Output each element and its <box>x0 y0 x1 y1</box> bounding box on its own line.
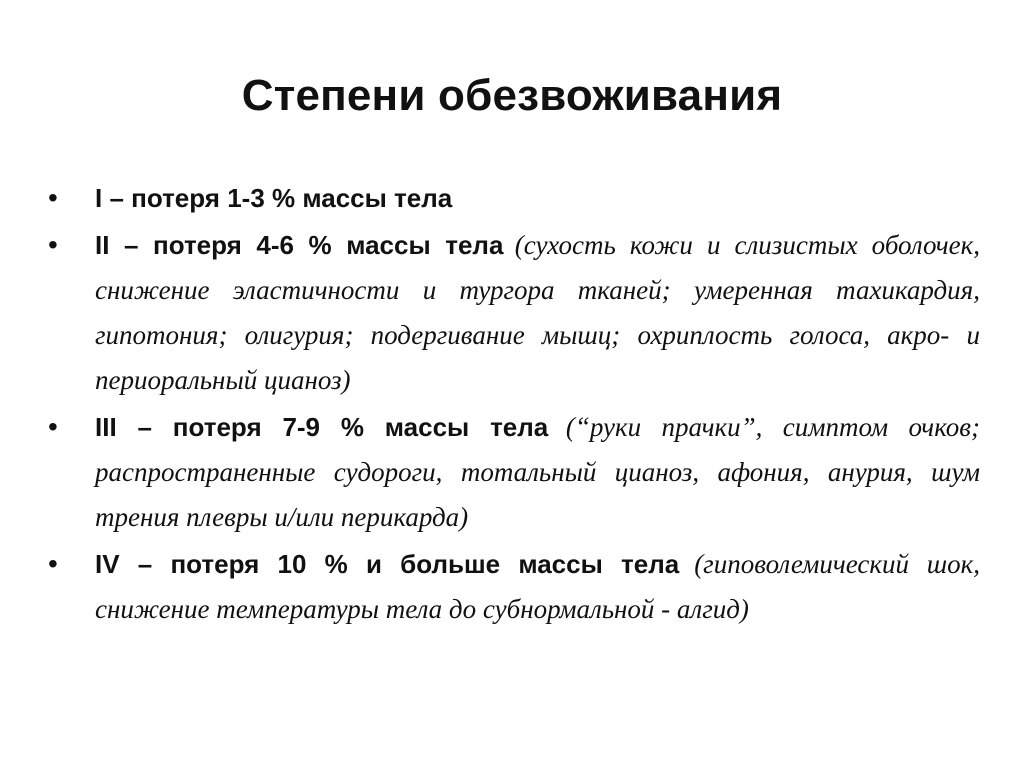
bullet-item-grade-2 <box>48 225 980 405</box>
bullet-dot-icon: • <box>48 182 58 213</box>
grade-2-lead: II – потеря 4-6 % массы тела <box>95 230 504 260</box>
grade-3-note: (“руки прачки”, симптом очков; распространенные судороги, тотальный цианоз, афония, анурия, шум трения плевры и/или перикарда) <box>95 412 981 532</box>
bullet-item-grade-1 <box>48 178 980 223</box>
grade-1-lead: I – потеря 1-3 % массы тела <box>95 183 453 213</box>
bullet-dot-icon: • <box>48 411 58 442</box>
slide-title: Степени обезвоживания <box>241 71 783 120</box>
bullet-item-grade-4 <box>48 544 980 634</box>
grade-4-note: (гиповолемический шок, снижение температуры тела до субнормальной - алгид) <box>95 549 981 624</box>
grade-2-note: (сухость кожи и слизистых оболочек, снижение эластичности и тургора тканей; умеренная тахикардия, гипотония; олигурия; подергивание мышц; охриплость голоса, акро- и периоральный цианоз) <box>95 230 981 395</box>
bullet-dot-icon: • <box>48 548 58 579</box>
bullet-dot-icon: • <box>48 229 58 260</box>
bullet-list <box>48 178 980 636</box>
bullet-item-grade-3 <box>48 407 980 542</box>
grade-3-lead: III – потеря 7-9 % массы тела <box>95 412 549 442</box>
grade-4-lead: IV – потеря 10 % и больше массы тела <box>95 549 680 579</box>
